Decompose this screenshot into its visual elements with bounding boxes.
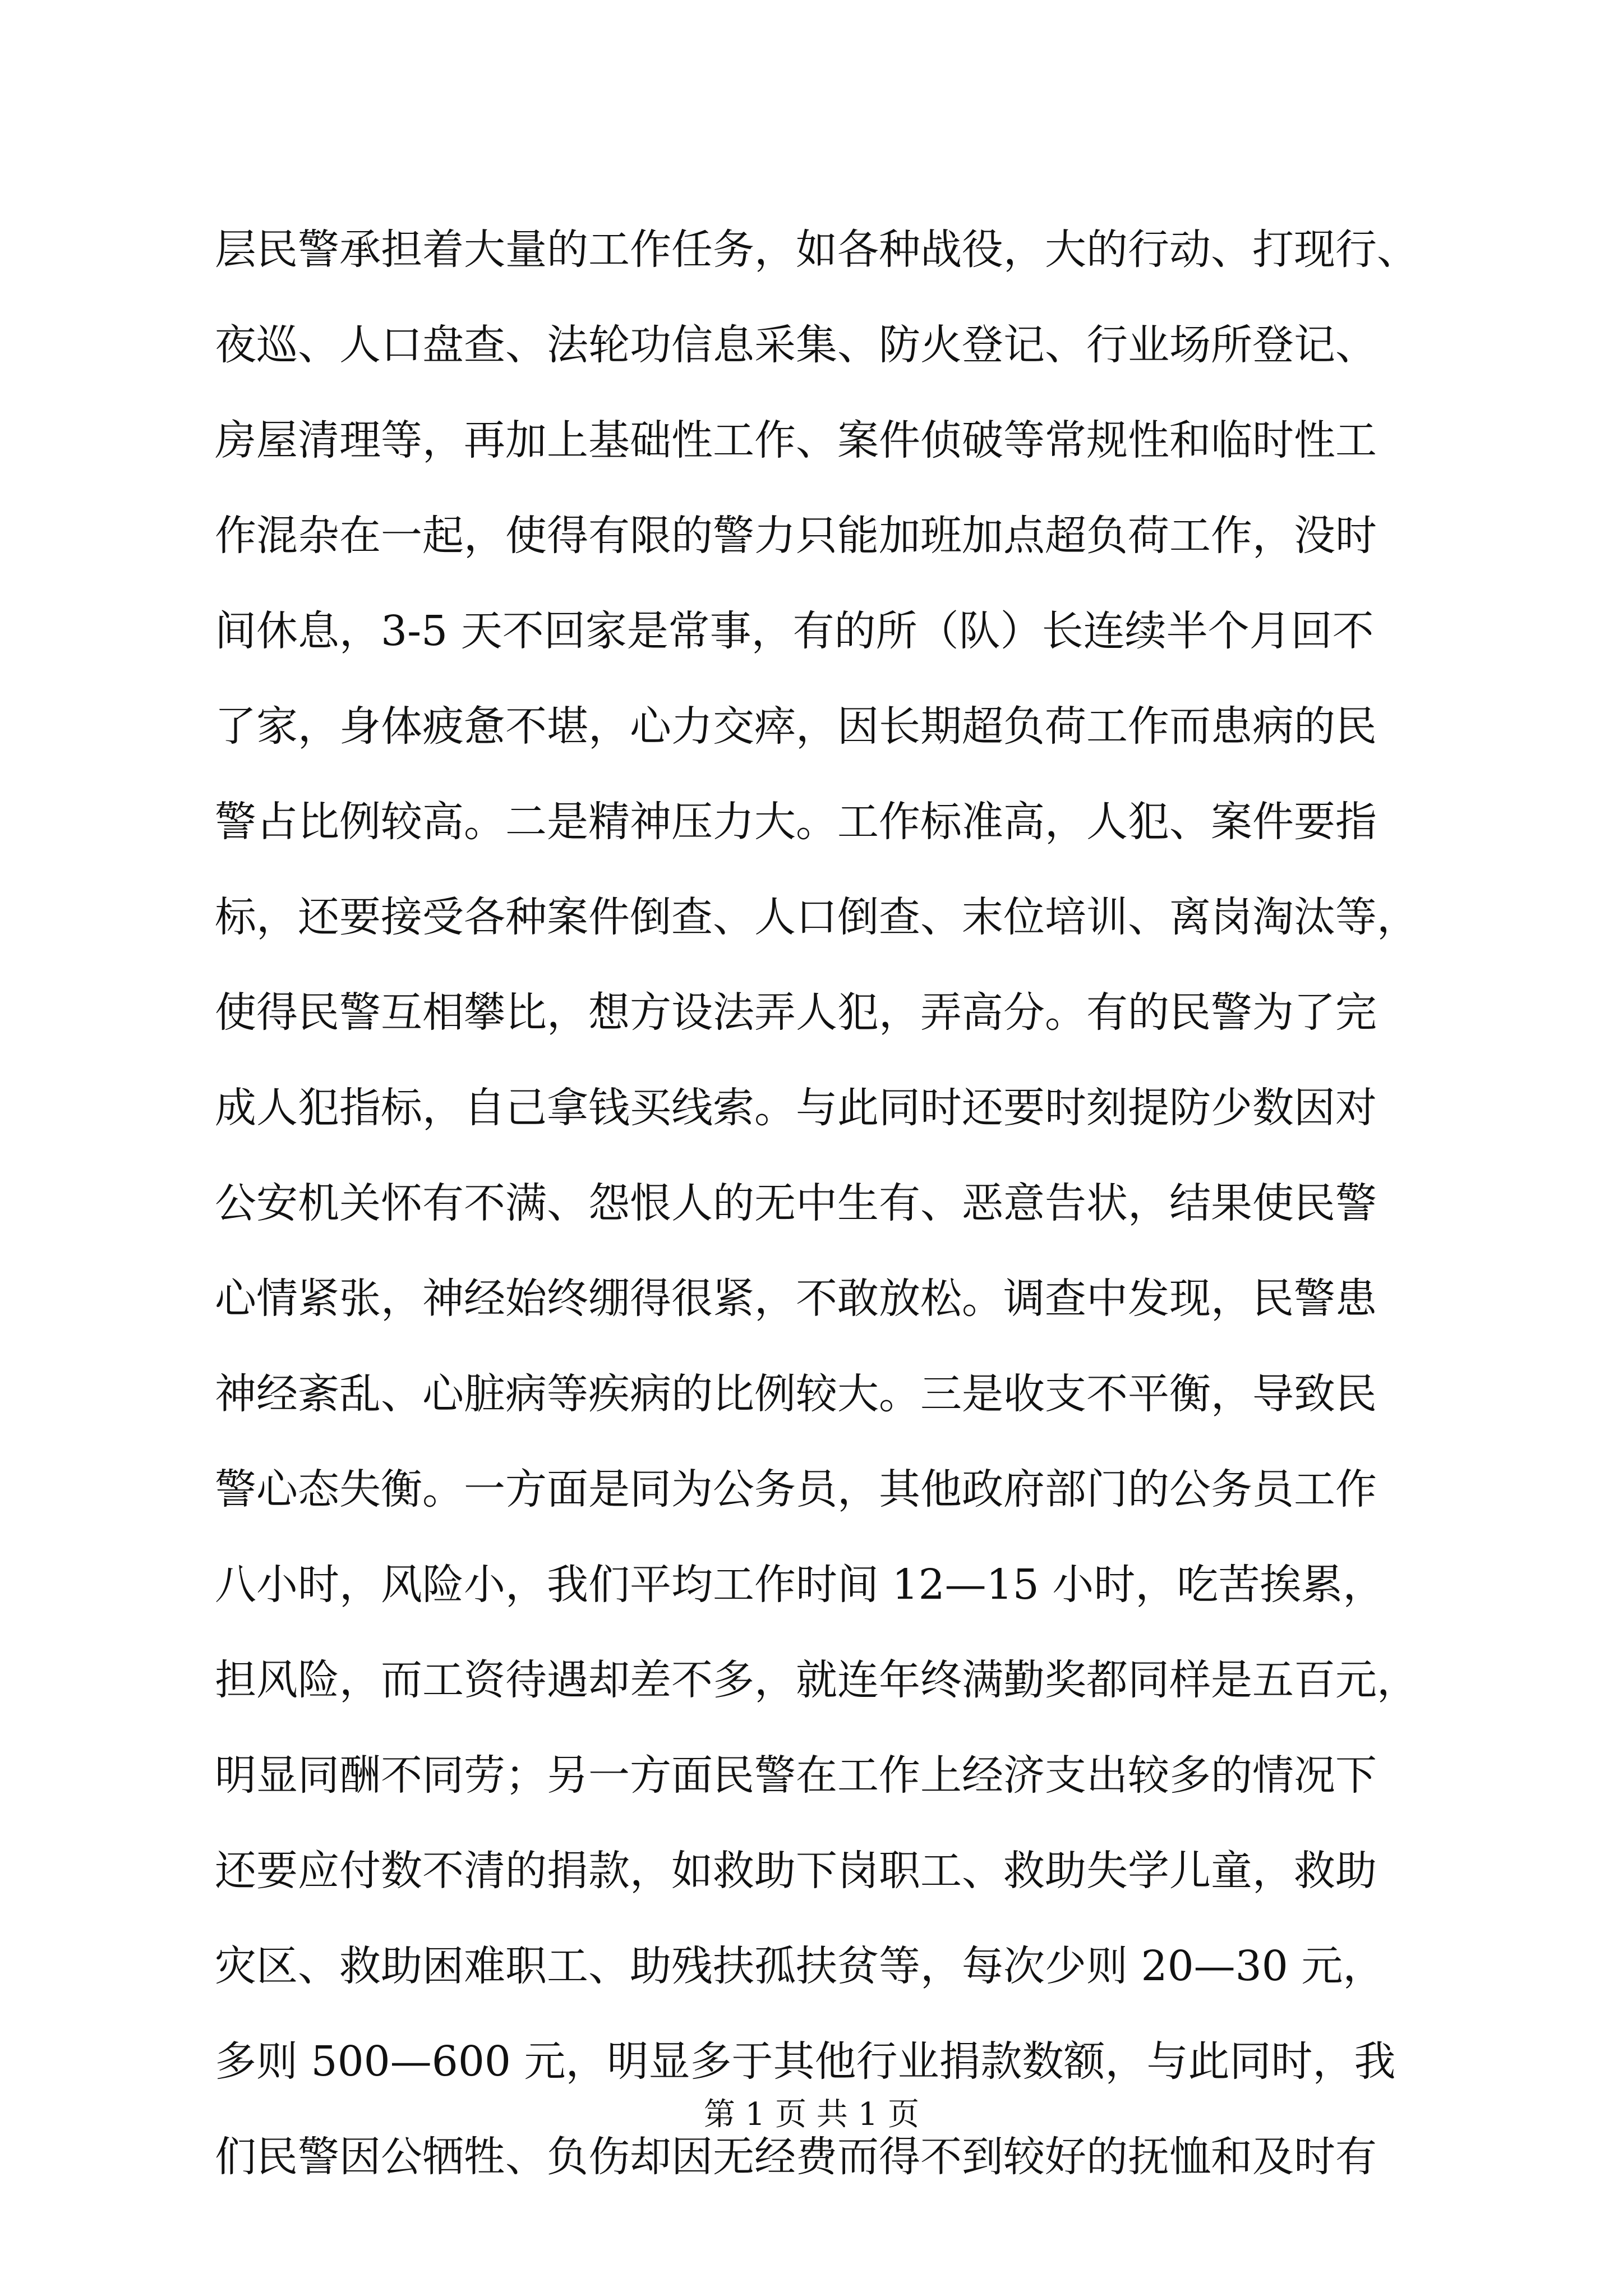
- text-line: 成人犯指标，自己拿钱买线索。与此同时还要时刻提防少数因对: [215, 1084, 1377, 1132]
- text-line: 使得民警互相攀比，想方设法弄人犯，弄高分。有的民警为了完: [215, 988, 1377, 1037]
- text-line: 神经紊乱、心脏病等疾病的比例较大。三是收支不平衡，导致民: [215, 1370, 1377, 1418]
- text-line: 警占比例较高。二是精神压力大。工作标准高，人犯、案件要指: [215, 798, 1377, 846]
- text-line: 了家，身体疲惫不堪，心力交瘁，因长期超负荷工作而患病的民: [215, 702, 1377, 751]
- text-line: 标，还要接受各种案件倒查、人口倒查、末位培训、离岗淘汰等，: [215, 893, 1418, 941]
- text-line: 作混杂在一起，使得有限的警力只能加班加点超负荷工作，没时: [215, 512, 1377, 560]
- text-line: 明显同酬不同劳；另一方面民警在工作上经济支出较多的情况下: [215, 1751, 1377, 1800]
- body-text: [215, 202, 1421, 2205]
- page-number-footer: 第 1 页 共 1 页: [703, 2096, 920, 2133]
- text-line: 八小时，风险小，我们平均工作时间 12—15 小时，吃苦挨累，: [215, 1561, 1385, 1609]
- text-line: 房屋清理等，再加上基础性工作、案件侦破等常规性和临时性工: [215, 416, 1377, 464]
- text-line: 公安机关怀有不满、怨恨人的无中生有、恶意告状，结果使民警: [215, 1179, 1377, 1227]
- text-line: 们民警因公牺牲、负伤却因无经费而得不到较好的抚恤和及时有: [215, 2133, 1377, 2181]
- text-line: 层民警承担着大量的工作任务，如各种战役，大的行动、打现行、: [215, 226, 1418, 274]
- text-line: 夜巡、人口盘查、法轮功信息采集、防火登记、行业场所登记、: [215, 321, 1377, 369]
- text-line: 灾区、救助困难职工、助残扶孤扶贫等，每次少则 20—30 元，: [215, 1942, 1385, 1990]
- text-line: 警心态失衡。一方面是同为公务员，其他政府部门的公务员工作: [215, 1465, 1377, 1513]
- text-line: 担风险，而工资待遇却差不多，就连年终满勤奖都同样是五百元，: [215, 1656, 1418, 1704]
- text-line: 还要应付数不清的捐款，如救助下岗职工、救助失学儿童，救助: [215, 1847, 1377, 1895]
- text-line: 心情紧张，神经始终绷得很紧，不敢放松。调查中发现，民警患: [215, 1274, 1377, 1323]
- text-line: 间休息，3-5 天不回家是常事，有的所（队）长连续半个月回不: [215, 607, 1374, 655]
- text-line: 多则 500—600 元，明显多于其他行业捐款数额，与此同时，我: [215, 2037, 1396, 2086]
